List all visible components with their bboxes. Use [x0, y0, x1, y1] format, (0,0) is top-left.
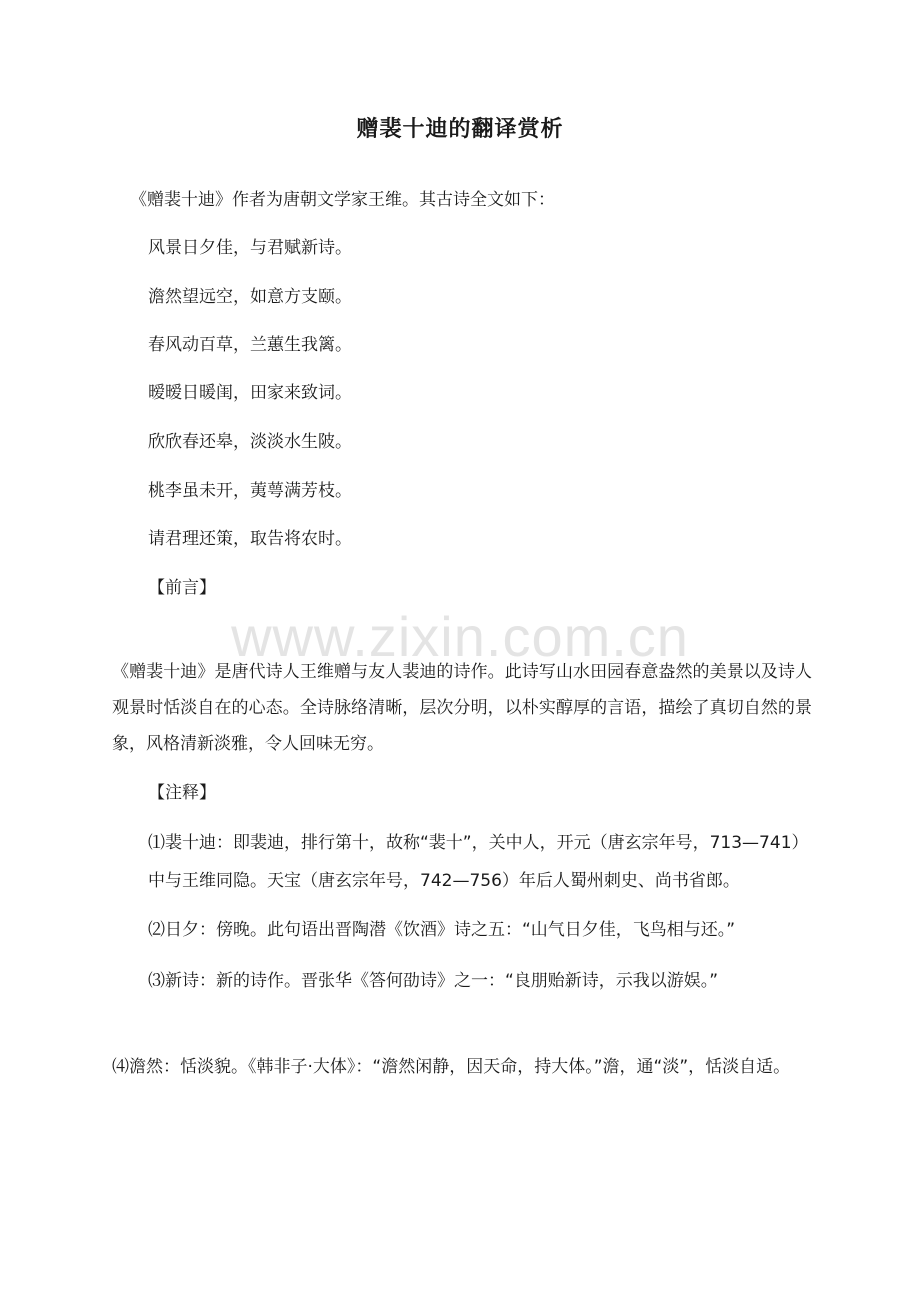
note-item [112, 824, 812, 900]
intro-text: 《赠裴十迪》作者为唐朝文学家王维。其古诗全文如下： [130, 190, 555, 210]
note-item: ⑵日夕：傍晚。此句语出晋陶潜《饮酒》诗之五：“山气日夕佳，飞鸟相与还。” [148, 920, 736, 940]
note-text: ⑴裴十迪：即裴迪，排行第十，故称“裴十”，关中人，开元（唐玄宗年号，713—741）中与王维同隐。天宝（唐玄宗年号，742—756）年后人蜀州刺史、尚书省郎。 [148, 833, 809, 891]
poem-line: 请君理还策，取告将农时。 [148, 529, 352, 549]
poem-line: 风景日夕佳，与君赋新诗。 [148, 238, 352, 258]
preface-paragraph: 《赠裴十迪》是唐代诗人王维赠与友人裴迪的诗作。此诗写山水田园春意盎然的美景以及诗人观景时恬淡自在的心态。全诗脉络清晰，层次分明，以朴实醇厚的言语，描绘了真切自然的景象，风格清新淡雅，令人回味无穷。 [112, 662, 812, 754]
poem-line: 春风动百草，兰蕙生我篱。 [148, 335, 352, 355]
preface-heading: 【前言】 [148, 578, 216, 598]
poem-line: 暧暧日暖闺，田家来致词。 [148, 383, 352, 403]
poem-line: 桃李虽未开，荑萼满芳枝。 [148, 481, 352, 501]
poem-line: 欣欣春还皋，淡淡水生陂。 [148, 432, 352, 452]
note-item [112, 1048, 812, 1086]
poem-line: 澹然望远空，如意方支颐。 [148, 287, 352, 307]
note-text: ⑷澹然：恬淡貌。《韩非子·大体》：“澹然闲静，因天命，持大体。”澹，通“淡”，恬淡自适。 [112, 1057, 791, 1077]
notes-heading: 【注释】 [148, 783, 216, 803]
note-item: ⑶新诗：新的诗作。晋张华《答何劭诗》之一：“良朋贻新诗，示我以游娱。” [148, 971, 719, 991]
document-title: 赠裴十迪的翻译赏析 [356, 117, 564, 142]
watermark: www.zixin.com.cn [231, 605, 689, 668]
